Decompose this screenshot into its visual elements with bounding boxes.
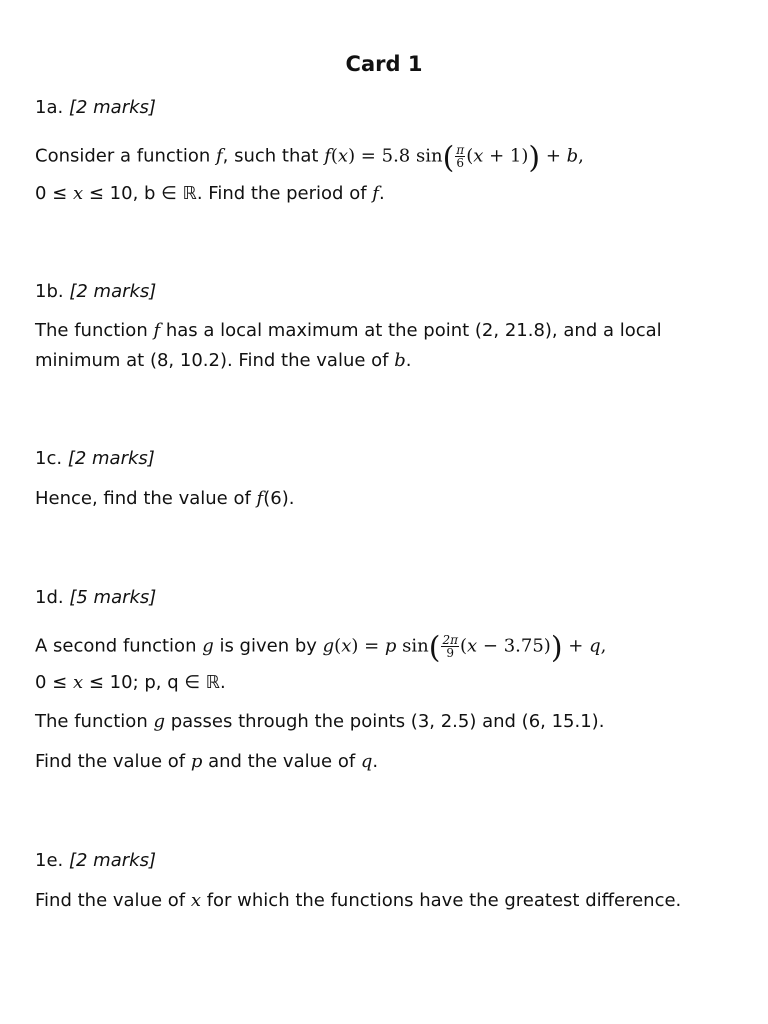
question-label: 1a. bbox=[35, 97, 64, 118]
text: Consider a function bbox=[35, 145, 216, 167]
text: for which the functions have the greatest difference. bbox=[200, 890, 682, 911]
text: Find the value of bbox=[35, 890, 191, 911]
formula-fraction: $\frac{\pi}{6}$ bbox=[456, 143, 465, 170]
question-1d-line4: Find the value of p and the value of q. bbox=[35, 751, 379, 772]
text: The function bbox=[35, 711, 154, 732]
text: Find the value of bbox=[35, 751, 191, 772]
question-1b-line1: The function f has a local maximum at the point (2, 21.8), and a local bbox=[35, 320, 662, 341]
question-1d-heading bbox=[35, 587, 156, 608]
card-title: Card 1 bbox=[345, 52, 423, 76]
question-1e-line1: Find the value of x for which the functions have the greatest difference. bbox=[35, 890, 682, 911]
formula-coefficient: 5.8 bbox=[381, 145, 411, 167]
text: The function bbox=[35, 320, 154, 341]
question-label: 1d. bbox=[35, 587, 64, 608]
question-1a-heading bbox=[35, 97, 156, 118]
math-f: f bbox=[216, 145, 223, 167]
text: , such that bbox=[222, 145, 325, 167]
formula-f1: f bbox=[324, 145, 331, 167]
text: minimum at (8, 10.2). Find the value of bbox=[35, 350, 395, 371]
question-label: 1c. bbox=[35, 448, 63, 469]
question-1b-line2: minimum at (8, 10.2). Find the value of b. bbox=[35, 350, 412, 371]
question-1a-line2: 0 ≤ x ≤ 10, b ∈ ℝ. Find the period of f. bbox=[35, 183, 385, 204]
marks-label: [2 marks] bbox=[67, 448, 155, 469]
marks-label: [2 marks] bbox=[68, 850, 156, 871]
formula-inner: ( bbox=[466, 145, 474, 167]
question-1c-heading bbox=[35, 448, 155, 469]
text: A second function bbox=[35, 635, 203, 657]
question-1e-heading bbox=[35, 850, 156, 871]
marks-label: [2 marks] bbox=[68, 97, 156, 118]
text: passes through the points (3, 2.5) and (6, 15.1). bbox=[164, 711, 605, 732]
question-label: 1b. bbox=[35, 281, 64, 302]
text: and the value of bbox=[202, 751, 361, 772]
question-label: 1e. bbox=[35, 850, 64, 871]
text: (6). bbox=[263, 488, 295, 509]
question-1d-line2: 0 ≤ x ≤ 10; p, q ∈ ℝ. bbox=[35, 672, 226, 693]
question-1d-line1: A second function g is given by g(x) = p sin( $\frac{2\pi}{9}$ (x − 3.75)) + q, bbox=[35, 630, 607, 666]
text: , b ∈ ℝ. Find the period of bbox=[132, 183, 373, 204]
question-1d-line3: The function g passes through the points (3, 2.5) and (6, 15.1). bbox=[35, 711, 605, 732]
text: is given by bbox=[213, 635, 323, 657]
text: ; p, q ∈ ℝ. bbox=[132, 672, 226, 693]
text: Hence, find the value of bbox=[35, 488, 257, 509]
question-1b-heading bbox=[35, 281, 156, 302]
marks-label: [2 marks] bbox=[69, 281, 157, 302]
text: has a local maximum at the point (2, 21.8), and a local bbox=[160, 320, 662, 341]
formula-fraction: $\frac{2\pi}{9}$ bbox=[442, 633, 459, 660]
question-1c-line1: Hence, find the value of f(6). bbox=[35, 488, 295, 509]
marks-label: [5 marks] bbox=[69, 587, 157, 608]
question-1a-line1: Consider a function f, such that f(x) = 5.8 sin( $\frac{\pi}{6}$ (x + 1)) + b, bbox=[35, 140, 584, 176]
